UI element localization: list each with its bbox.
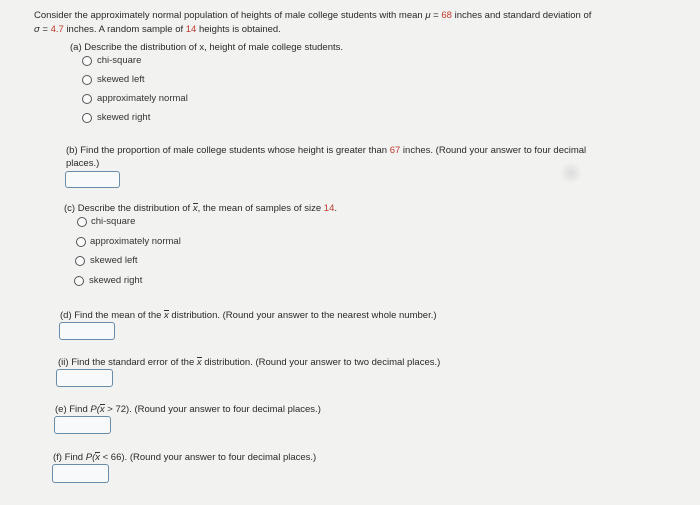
- part-e-answer-input[interactable]: [54, 416, 111, 434]
- part-f-comparison: < 66): [99, 452, 125, 463]
- part-b-value: 67: [389, 145, 401, 156]
- part-ii-text-2: distribution. (Round your answer to two decimal places.): [201, 357, 441, 368]
- part-c-text-3: .: [334, 203, 338, 214]
- part-a-radio-chi-square[interactable]: [82, 56, 92, 66]
- screen-smudge: [560, 162, 582, 184]
- intro-text-3: inches. A random sample of: [63, 24, 186, 35]
- part-c-prompt: [64, 203, 337, 214]
- part-e-prompt: [55, 404, 321, 415]
- part-ii-answer-input[interactable]: [56, 369, 113, 387]
- part-c-radio-skewed-right[interactable]: [74, 276, 84, 286]
- part-f-prompt: [53, 452, 316, 463]
- part-e-text: (e) Find: [55, 404, 91, 415]
- part-e-comparison: > 72): [104, 404, 130, 415]
- part-c-option-label: approximately normal: [90, 236, 181, 247]
- part-e-text-2: . (Round your answer to four decimal places.): [129, 404, 321, 415]
- part-a-radio-approx-normal[interactable]: [82, 94, 92, 104]
- part-d-text: (d) Find the mean of the: [60, 310, 165, 321]
- part-f-answer-input[interactable]: [52, 464, 109, 483]
- intro-line-2: [34, 24, 281, 35]
- x-bar-symbol: x: [95, 452, 100, 463]
- part-c-text-2: , the mean of samples of size: [197, 203, 324, 214]
- part-a-radio-skewed-right[interactable]: [82, 113, 92, 123]
- part-c-text: (c) Describe the distribution of: [64, 203, 193, 214]
- part-f-text-2: . (Round your answer to four decimal places.): [124, 452, 317, 463]
- sample-size-value: 14: [185, 24, 197, 35]
- x-bar-symbol: x: [164, 310, 169, 321]
- part-c-option-label: skewed left: [90, 255, 138, 266]
- part-c-radio-skewed-left[interactable]: [75, 256, 85, 266]
- x-bar-symbol: x: [196, 357, 202, 368]
- x-bar-symbol: x: [99, 404, 105, 415]
- intro-text-2: inches and standard deviation of: [451, 10, 592, 21]
- intro-text: Consider the approximately normal population of heights of male college students with mean: [34, 10, 423, 21]
- part-d-prompt: [60, 310, 437, 321]
- part-c-radio-chi-square[interactable]: [77, 217, 87, 227]
- part-c-radio-approx-normal[interactable]: [76, 237, 86, 247]
- part-c-option-label: chi-square: [91, 216, 136, 227]
- part-d-text-2: distribution. (Round your answer to the nearest whole number.): [168, 310, 437, 321]
- part-b-prompt-line-1: [66, 145, 586, 156]
- part-b-prompt-line-2: places.): [66, 158, 100, 169]
- part-a-option-label: chi-square: [97, 55, 142, 66]
- intro-line-1: [34, 10, 591, 21]
- intro-text-4: heights is obtained.: [196, 24, 281, 35]
- part-c-sample-size: 14: [323, 203, 335, 214]
- sigma-symbol: σ: [34, 24, 40, 35]
- sigma-equals: =: [39, 24, 51, 35]
- part-a-radio-skewed-left[interactable]: [82, 75, 92, 85]
- part-b-text-2: inches. (Round your answer to four decimal: [400, 145, 587, 156]
- mu-equals: =: [430, 10, 442, 21]
- part-a-prompt: (a) Describe the distribution of x, height of male college students.: [70, 42, 344, 53]
- part-f-text: (f) Find: [53, 452, 86, 463]
- x-bar-symbol: x: [192, 203, 198, 214]
- part-f-prob: P(: [85, 452, 96, 463]
- part-ii-text: (ii) Find the standard error of the: [58, 357, 197, 368]
- mu-value: 68: [441, 10, 452, 21]
- part-a-option-label: skewed left: [97, 74, 145, 85]
- part-c-option-label: skewed right: [89, 275, 143, 286]
- part-d-answer-input[interactable]: [59, 322, 115, 340]
- part-a-option-label: skewed right: [97, 112, 151, 123]
- part-a-option-label: approximately normal: [97, 93, 188, 104]
- sigma-value: 4.7: [50, 24, 64, 35]
- part-b-answer-input[interactable]: [65, 171, 120, 188]
- part-b-text: (b) Find the proportion of male college students whose height is greater than: [66, 145, 390, 156]
- mu-symbol: μ: [425, 10, 431, 21]
- part-e-prob: P(: [90, 404, 100, 415]
- part-ii-prompt: [58, 357, 440, 368]
